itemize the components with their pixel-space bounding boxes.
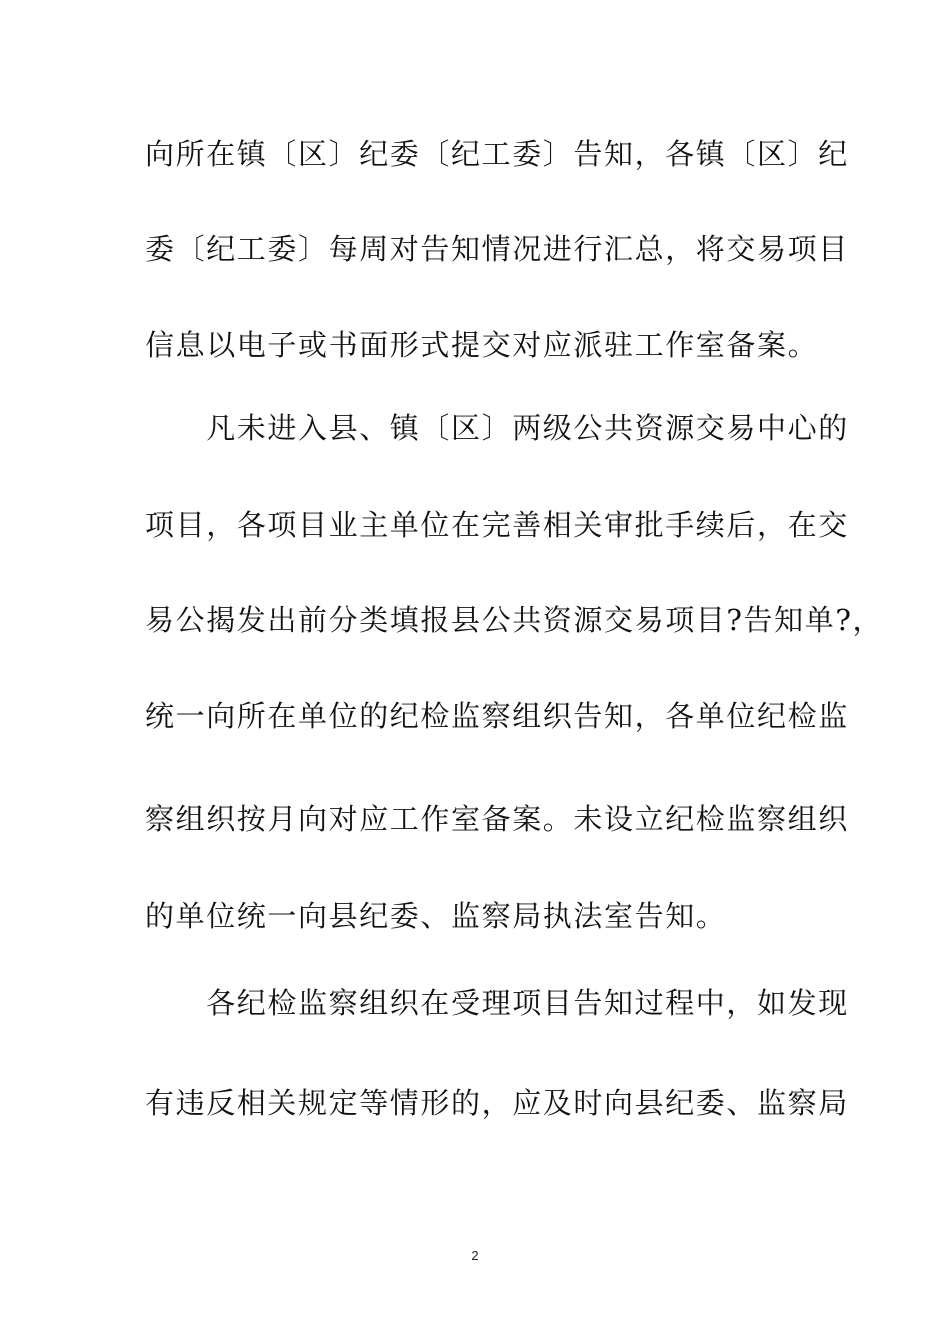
text-line: 有违反相关规定等情形的，应及时向县纪委、监察局 — [145, 1086, 849, 1120]
page-number: 2 — [471, 1248, 479, 1263]
text-line: 易公揭发出前分类填报县公共资源交易项目?告知单?， — [145, 603, 884, 637]
text-line: 向所在镇〔区〕纪委〔纪工委〕告知，各镇〔区〕纪 — [145, 137, 849, 171]
text-line: 各纪检监察组织在受理项目告知过程中，如发现 — [145, 986, 849, 1020]
text-line: 项目，各项目业主单位在完善相关审批手续后，在交 — [145, 508, 849, 542]
text-line: 委〔纪工委〕每周对告知情况进行汇总，将交易项目 — [145, 232, 849, 266]
text-line: 统一向所在单位的纪检监察组织告知，各单位纪检监 — [145, 699, 849, 733]
text-line: 信息以电子或书面形式提交对应派驻工作室备案。 — [145, 328, 819, 362]
text-line: 的单位统一向县纪委、监察局执法室告知。 — [145, 899, 727, 933]
text-line: 凡未进入县、镇〔区〕两级公共资源交易中心的 — [145, 411, 849, 445]
text-line: 察组织按月向对应工作室备案。未设立纪检监察组织 — [145, 802, 849, 836]
